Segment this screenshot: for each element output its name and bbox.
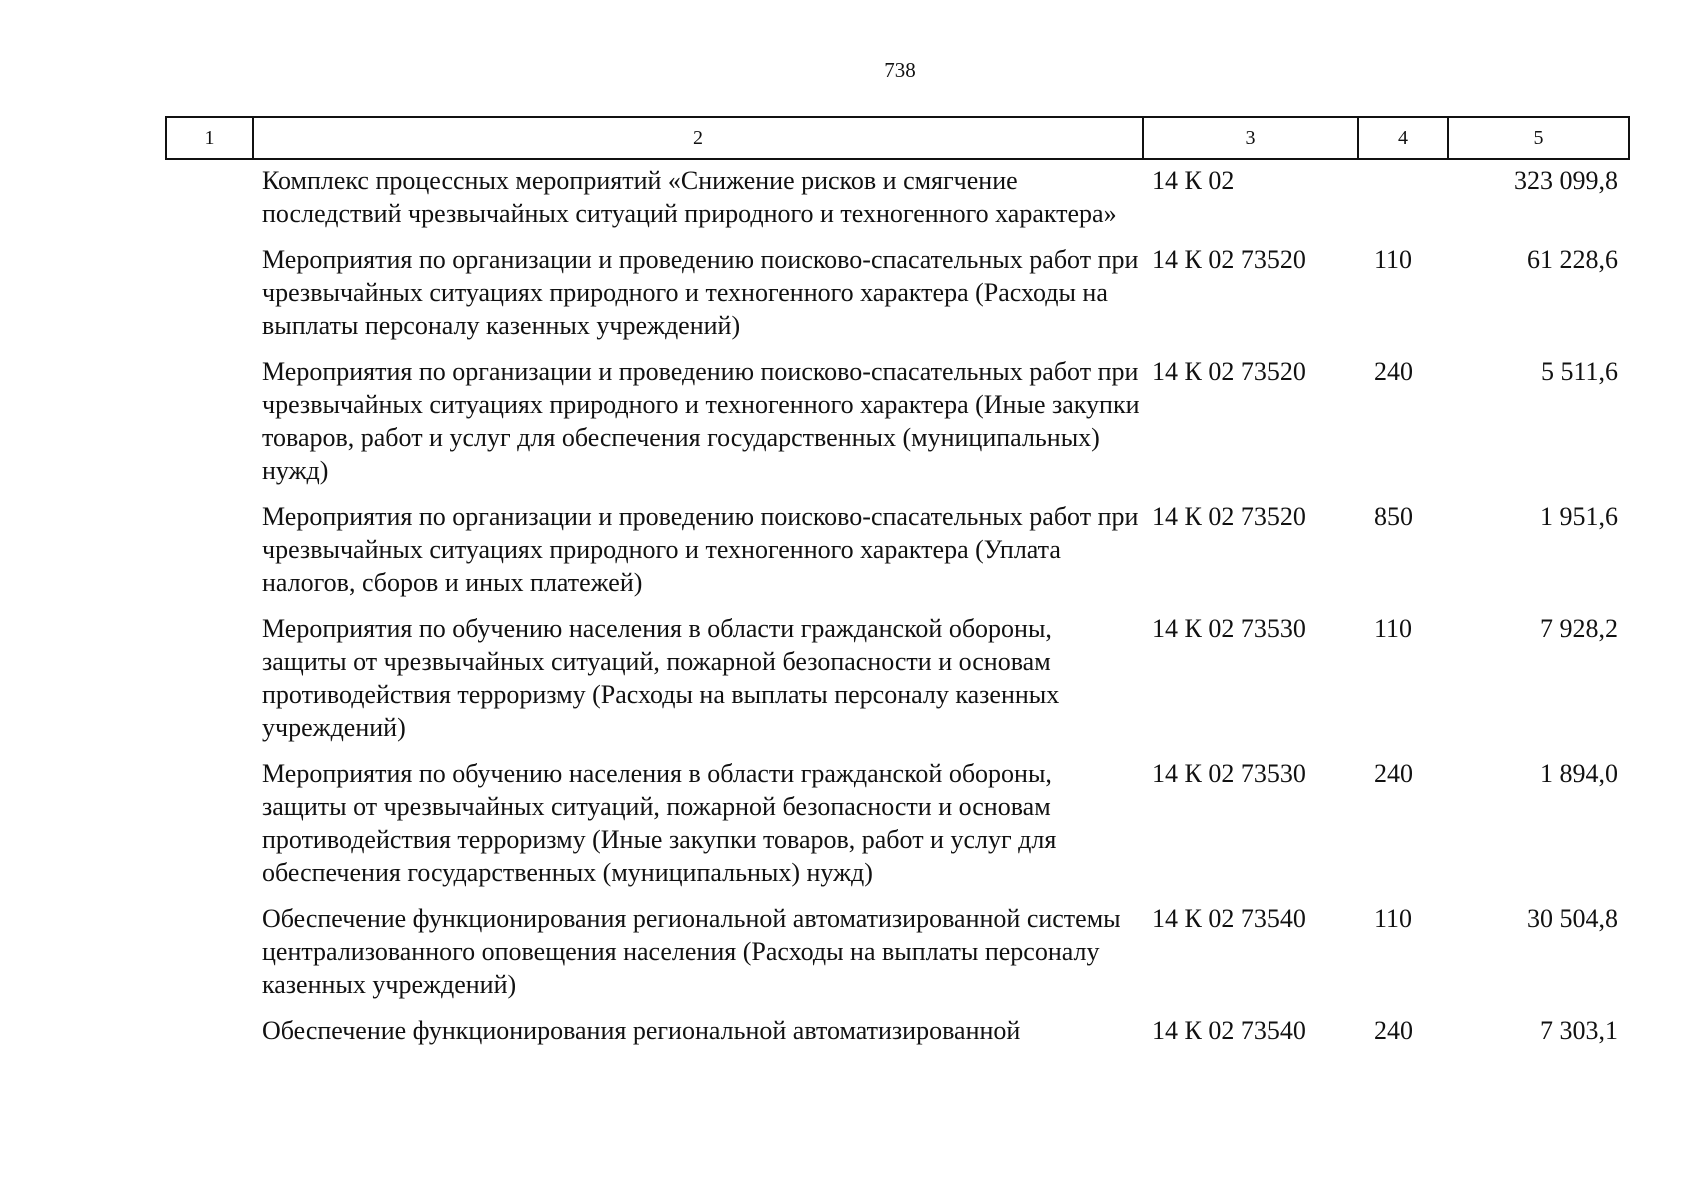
row-amount: 1 894,0 [1540,759,1618,788]
row-type: 110 [1374,904,1413,933]
row-amount: 7 303,1 [1540,1016,1618,1045]
row-type: 110 [1374,614,1413,643]
row-type: 110 [1374,245,1413,274]
row-spacer [165,902,252,1001]
row-type: 240 [1374,759,1413,788]
row-code: 14 К 02 [1152,166,1235,195]
row-spacer [165,164,252,230]
table-row [165,902,1628,1001]
row-code: 14 К 02 73540 [1152,904,1306,933]
table-row [165,612,1628,744]
table-body [165,164,1628,1060]
row-code: 14 К 02 73520 [1152,502,1306,531]
page-number: 738 [884,58,916,82]
table-row [165,243,1628,342]
row-name: Мероприятия по обучению населения в области гражданской обороны, защиты от чрезвычайных ситуаций, пожарной безопасности и основам противодействия терроризму (Иные закупки товаров, работ и услуг для обеспечения государственных (муниципальных) нужд) [262,759,1057,887]
column-header-4: 4 [1358,117,1448,159]
row-spacer [165,355,252,487]
row-name: Мероприятия по организации и проведению поисково-спасательных работ при чрезвычайных ситуациях природного и техногенного характера (Расходы на выплаты персоналу казенных учреждений) [262,245,1139,340]
row-type: 240 [1374,1016,1413,1045]
column-header-table [165,116,1630,160]
row-spacer [165,1014,252,1047]
table-row [165,757,1628,889]
table-row [165,355,1628,487]
row-type [1357,164,1474,230]
row-amount: 323 099,8 [1514,166,1618,195]
row-amount: 7 928,2 [1540,614,1618,643]
row-code: 14 К 02 73540 [1152,1016,1306,1045]
table-row [165,1014,1628,1047]
row-amount: 61 228,6 [1527,245,1618,274]
row-name: Обеспечение функционирования региональной автоматизированной системы централизованного оповещения населения (Расходы на выплаты персоналу казенных учреждений) [262,904,1121,999]
row-code: 14 К 02 73520 [1152,245,1306,274]
row-name: Мероприятия по организации и проведению поисково-спасательных работ при чрезвычайных ситуациях природного и техногенного характера (Иные закупки товаров, работ и услуг для обеспечения государственных (муниципальных) нужд) [262,357,1140,485]
table-row [165,164,1628,230]
row-type: 240 [1374,357,1413,386]
row-name: Обеспечение функционирования региональной автоматизированной [262,1016,1021,1045]
row-code: 14 К 02 73530 [1152,614,1306,643]
column-header-2: 2 [253,117,1143,159]
column-header-3: 3 [1143,117,1358,159]
column-header-1: 1 [166,117,253,159]
row-name: Мероприятия по организации и проведению поисково-спасательных работ при чрезвычайных ситуациях природного и техногенного характера (Уплата налогов, сборов и иных платежей) [262,502,1139,597]
column-header-row [166,117,1629,159]
row-type: 850 [1374,502,1413,531]
column-header-5: 5 [1448,117,1629,159]
row-name: Комплекс процессных мероприятий «Снижение рисков и смягчение последствий чрезвычайных ситуаций природного и техногенного характера» [262,166,1117,228]
row-spacer [165,243,252,342]
row-code: 14 К 02 73530 [1152,759,1306,788]
row-spacer [165,757,252,889]
row-code: 14 К 02 73520 [1152,357,1306,386]
row-amount: 1 951,6 [1540,502,1618,531]
row-name: Мероприятия по обучению населения в области гражданской обороны, защиты от чрезвычайных ситуаций, пожарной безопасности и основам противодействия терроризму (Расходы на выплаты персоналу казенных учреждений) [262,614,1060,742]
row-spacer [165,500,252,599]
row-spacer [165,612,252,744]
row-amount: 30 504,8 [1527,904,1618,933]
table-row [165,500,1628,599]
row-amount: 5 511,6 [1540,357,1618,386]
